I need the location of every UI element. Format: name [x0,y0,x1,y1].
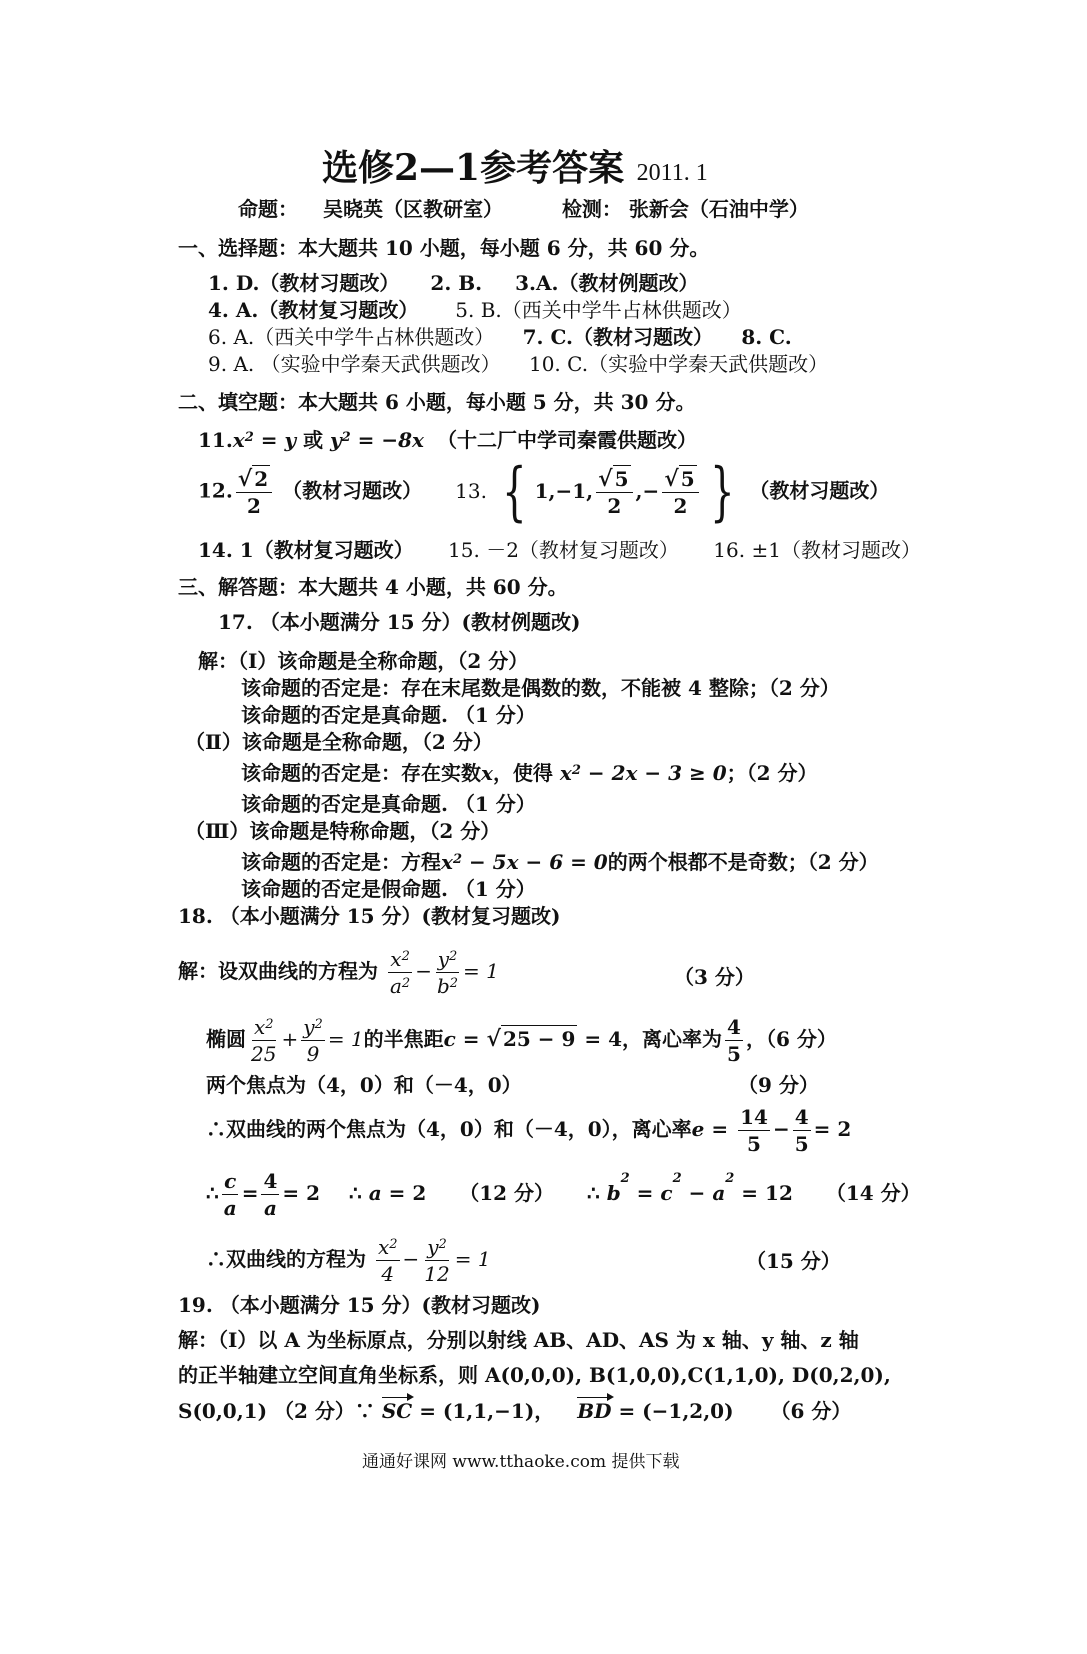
answer-11-or: 或 [303,428,324,452]
answer-11 [198,427,697,453]
q19-line-3-sep: ， [534,1399,555,1423]
answer-row-4 [208,351,828,377]
q17-line-5-var: x [481,761,493,785]
section2-heading: 二、填空题：本大题共 6 小题，每小题 5 分，共 30 分。 [178,390,696,414]
q18-line-6-formula: $\frac{x^2}{4}$ − $\frac{y^2}{12}$ = 1 [377,1235,491,1286]
q18-eccentricity: $\frac{4}{5}$ [727,1015,741,1066]
q18-line-1-text: 解：设双曲线的方程为 [178,959,378,983]
q18-line-2-score: ，（6 分） [745,1027,837,1051]
q18-line-5-formula-b: ∴ a = 2 [349,1181,427,1205]
q19-line-3 [178,1397,851,1424]
q18-line-2 [206,1014,837,1067]
checker-label: 检测： [561,197,622,221]
answer-4: 4. A.（教材复习题改） [208,298,419,322]
answer-3: 3.A.（教材例题改） [515,271,699,295]
q19-line-1: 解：（Ⅰ）以 A 为坐标原点，分别以射线 AB、AD、AS 为 x 轴、y 轴、z 轴 [178,1328,859,1352]
q18-line-2-text-b: 的半焦距 [363,1027,444,1051]
q17-line-1: 解：（Ⅰ）该命题是全称命题，（2 分） [198,649,529,673]
answer-9: 9. A. （实验中学秦天武供题改） [208,352,501,376]
section1-heading: 一、选择题：本大题共 10 小题，每小题 6 分，共 60 分。 [178,236,710,260]
answer-15: 15. －2（教材复习题改） [448,538,679,562]
q18-ellipse-formula: $\frac{x^2}{25}$ + $\frac{y^2}{9}$ = 1 [251,1015,364,1066]
answer-7: 7. C.（教材习题改） [522,325,713,349]
right-brace: } [709,455,735,529]
answer-11-source: （十二厂中学司秦霞供题改） [436,428,697,452]
q18-line-1-score: （3 分） [674,965,755,989]
q18-line-2-text-c: ，离心率为 [622,1027,723,1051]
answer-1: 1. D.（教材习题改） [208,271,400,295]
q18-line-5-formula-c: ∴ $b^2 = c^2 - a^2 = 12$ [587,1171,793,1205]
question-18: 18. （本小题满分 15 分）(教材复习题改) [178,904,561,928]
answer-16: 16. ±1（教材习题改） [713,538,921,562]
answer-2: 2. B. [430,271,483,295]
q18-line-6-score: （15 分） [746,1249,841,1273]
answer-row-2 [208,297,742,323]
proposer-label: 命题： [238,197,298,221]
answer-row-1 [208,270,698,296]
section3-heading: 三、解答题：本大题共 4 小题，共 60 分。 [178,575,568,599]
answer-12-label: 12. [198,478,233,503]
answer-5: 5. B.（西关中学牛占林供题改） [455,298,742,322]
vector-sc: SC = (1,1,−1) [381,1399,535,1423]
q19-line-3-text: S(0,0,1) （2 分）∵ [178,1399,375,1423]
q17-line-4: （Ⅱ）该命题是全称命题，（2 分） [185,730,493,754]
q18-line-3-score: （9 分） [738,1073,819,1097]
q17-line-9: 该命题的否定是假命题. （1 分） [241,877,536,901]
q17-line-8-text-a: 该命题的否定是：方程 [241,850,441,874]
q18-line-5-score-b: （14 分） [825,1181,921,1205]
q17-line-5-score: ；（2 分） [726,761,818,785]
q18-line-2-text-a: 椭圆 [206,1027,246,1051]
q18-line-5-score-a: （12 分） [459,1181,555,1205]
q19-line-2: 的正半轴建立空间直角坐标系，则 A(0,0,0), B(1,0,0),C(1,1,0), D(0,2,0), [178,1363,891,1387]
q17-line-8-text-b: 的两个根都不是奇数；（2 分） [607,850,879,874]
q18-line-6-text: ∴双曲线的方程为 [206,1247,366,1271]
answers-14-16 [198,537,921,563]
q18-line-5-formula-a: ∴ $\frac{c}{a}$ = $\frac{4}{a}$ = 2 [206,1169,321,1220]
authors-line [238,196,809,222]
q19-line-3-score: （6 分） [770,1399,852,1423]
answer-11-formula-a: $x^2 = y$ [232,428,297,452]
answer-12-fraction: $\frac{√ 2}{2}$ [236,465,272,519]
question-19: 19. （本小题满分 15 分）(教材习题改) [178,1293,541,1317]
title-main: 选修2—1参考答案 [322,147,625,189]
q18-line-1-formula: $\frac{x^2}{a^2}$ − $\frac{y^2}{b^2}$ = 1 [389,947,499,998]
checker-name: 张新会（石油中学） [628,197,809,221]
q18-line-3: 两个焦点为（4，0）和（－4，0） [206,1073,522,1097]
q18-line-4-formula: e = $\frac{14}{5}$ − $\frac{4}{5}$ = 2 [691,1105,852,1156]
q18-line-4 [206,1104,851,1157]
answers-12-13 [198,455,890,529]
answer-13-label: 13. [455,478,487,503]
left-brace: { [502,455,527,529]
q17-line-3: 该命题的否定是真命题. （1 分） [241,703,536,727]
answer-13-source: （教材习题改） [749,478,890,503]
answer-14: 14. 1（教材复习题改） [198,538,414,562]
q18-line-6 [206,1234,491,1287]
answer-6: 6. A.（西关中学牛占林供题改） [208,325,495,349]
title-year: 2011. 1 [636,160,708,186]
q17-line-5-text-b: ，使得 [492,761,553,785]
page-title [322,146,708,195]
q18-line-1 [178,946,499,999]
answer-10: 10. C.（实验中学秦天武供题改） [528,352,829,376]
q17-line-6: 该命题的否定是真命题. （1 分） [241,792,536,816]
q17-line-5-formula: $x^2 - 2x - 3 \ge 0$ [559,761,727,785]
q17-line-5 [241,760,818,786]
q18-line-5 [206,1168,921,1221]
vector-bd: BD = (−1,2,0) [577,1399,734,1423]
q17-line-8 [241,849,879,875]
q17-line-7: （Ⅲ）该命题是特称命题，（2 分） [185,819,501,843]
answer-8: 8. C. [741,325,792,349]
answer-11-formula-b: $y^2 = -8x$ [330,428,424,452]
proposer-name: 吴晓英（区教研室） [322,197,503,221]
q17-line-8-formula: $x^2 - 5x - 6 = 0$ [441,850,608,874]
answer-12-source: （教材习题改） [282,478,423,503]
answer-11-label: 11. [198,428,233,452]
q18-line-4-text: ∴双曲线的两个焦点为（4，0）和（－4，0），离心率 [206,1117,692,1141]
q17-line-2: 该命题的否定是：存在末尾数是偶数的数，不能被 4 整除；（2 分） [241,676,840,700]
question-17: 17. （本小题满分 15 分）(教材例题改) [218,610,581,634]
q17-line-5-text-a: 该命题的否定是：存在实数 [241,761,481,785]
answer-13-set: 1,−1, $\frac{√ 5}{2}$ ,− $\frac{√ 5}{2}$ [535,479,702,503]
answer-row-3 [208,324,792,350]
footer-text: 通通好课网 www.tthaoke.com 提供下载 [362,1452,680,1472]
q18-focal-formula: c = √ 25 − 9 = 4 [443,1026,623,1052]
